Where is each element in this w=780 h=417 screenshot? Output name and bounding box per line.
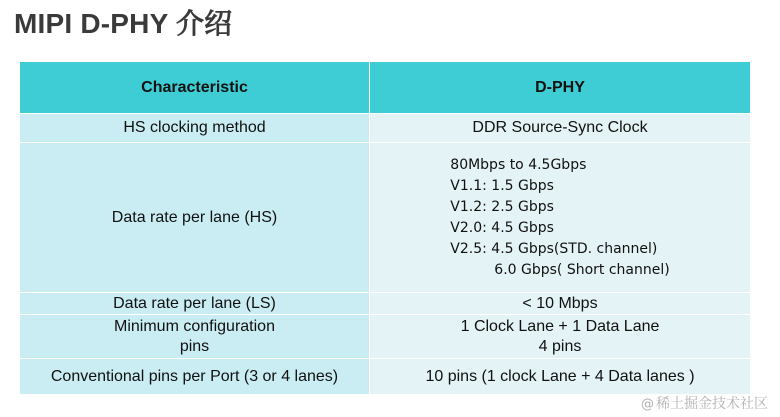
row-value: 10 pins (1 clock Lane + 4 Data lanes ) xyxy=(370,359,751,395)
row-label xyxy=(20,315,370,359)
row-label: HS clocking method xyxy=(20,114,370,143)
watermark-text: 稀土掘金技术社区 xyxy=(656,396,768,412)
slide-title-text: MIPI D-PHY xyxy=(14,8,168,39)
header-row xyxy=(20,62,751,114)
row-value-line: 4 pins xyxy=(538,337,582,355)
spec-table xyxy=(19,61,751,395)
rate-line: V1.2: 2.5 Gbps xyxy=(450,198,554,215)
rate-line: V2.5: 4.5 Gbps(STD. channel) xyxy=(450,240,658,257)
rate-line: V1.1: 1.5 Gbps xyxy=(450,177,554,194)
row-value xyxy=(370,315,751,359)
table-row xyxy=(20,114,751,143)
row-label: Data rate per lane (HS) xyxy=(20,143,370,293)
row-label-line: Minimum configuration xyxy=(114,317,275,335)
table-row xyxy=(20,293,751,315)
watermark xyxy=(641,393,768,413)
row-value-line: 1 Clock Lane + 1 Data Lane xyxy=(460,317,660,335)
header-dphy: D-PHY xyxy=(370,62,751,114)
row-value: DDR Source-Sync Clock xyxy=(370,114,751,143)
slide-title-suffix: 介绍 xyxy=(175,7,233,40)
slide-title xyxy=(14,2,232,42)
row-value: < 10 Mbps xyxy=(370,293,751,315)
rate-line: 6.0 Gbps( Short channel) xyxy=(494,261,670,278)
header-characteristic: Characteristic xyxy=(20,62,370,114)
row-label: Conventional pins per Port (3 or 4 lanes) xyxy=(20,359,370,395)
table-row xyxy=(20,359,751,395)
row-label: Data rate per lane (LS) xyxy=(20,293,370,315)
rate-list xyxy=(450,155,669,281)
table-row xyxy=(20,315,751,359)
table-row xyxy=(20,143,751,293)
rate-line: 80Mbps to 4.5Gbps xyxy=(450,156,587,173)
at-icon: @ xyxy=(641,397,654,412)
row-value xyxy=(370,143,751,293)
rate-line: V2.0: 4.5 Gbps xyxy=(450,219,554,236)
row-label-line: pins xyxy=(179,337,210,355)
